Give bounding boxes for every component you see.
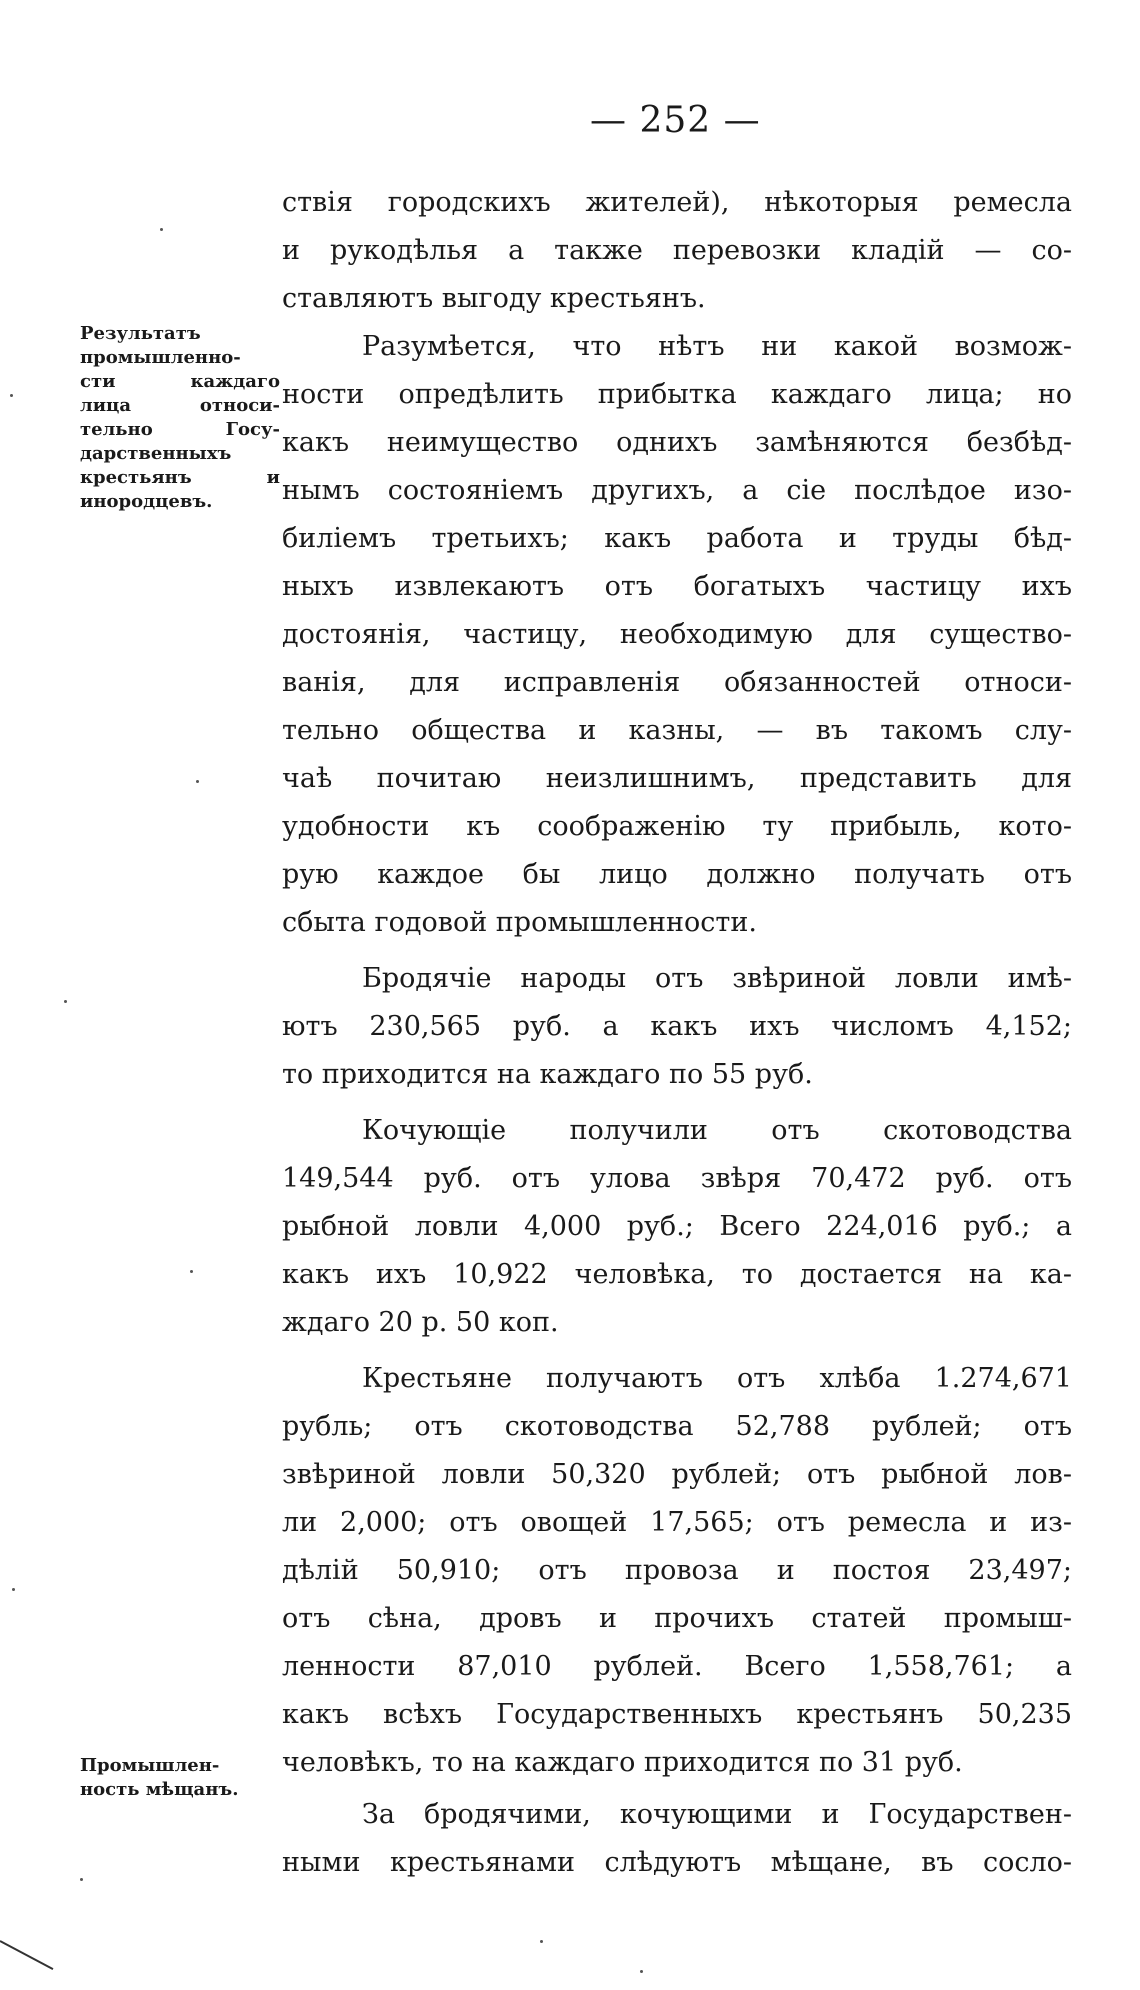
page-number: — 252 — xyxy=(590,100,761,141)
text-line: какъ ихъ 10,922 человѣка, то достается на ка- xyxy=(282,1259,1072,1290)
margin-note-line: промышленно- xyxy=(80,347,241,368)
text-line: биліемъ третьихъ; какъ работа и труды бѣд- xyxy=(282,523,1072,554)
text-line: ванія, для исправленія обязанностей относи- xyxy=(282,667,1072,698)
text-line: ставляютъ выгоду крестьянъ. xyxy=(282,283,706,314)
margin-note-line: тельно Госу- xyxy=(80,419,280,440)
margin-note-line: дарственныхъ xyxy=(80,443,232,464)
text-line: сбыта годовой промышленности. xyxy=(282,907,757,938)
scan-speck xyxy=(540,1940,543,1943)
margin-note-results xyxy=(80,322,280,514)
text-line: достоянія, частицу, необходимую для существо- xyxy=(282,619,1072,650)
text-line: звѣриной ловли 50,320 рублей; отъ рыбной лов- xyxy=(282,1459,1072,1490)
text-line: рую каждое бы лицо должно получать отъ xyxy=(282,859,1072,890)
text-line: ли 2,000; отъ овощей 17,565; отъ ремесла и из- xyxy=(282,1507,1072,1538)
scan-speck xyxy=(80,1878,83,1881)
margin-note-line: крестьянъ и xyxy=(80,467,280,488)
text-line: чаѣ почитаю неизлишнимъ, представить для xyxy=(282,763,1072,794)
text-line: Кочующіе получили отъ скотоводства xyxy=(362,1115,1072,1146)
scan-speck xyxy=(640,1970,643,1973)
text-line: удобности къ соображенію ту прибыль, кото- xyxy=(282,811,1072,842)
scan-speck xyxy=(190,1270,193,1273)
margin-note-line: Промышлен- xyxy=(80,1755,220,1776)
text-line: тельно общества и казны, — въ такомъ слу- xyxy=(282,715,1072,746)
text-line: дѣлій 50,910; отъ провоза и постоя 23,497; xyxy=(282,1555,1072,1586)
text-line: За бродячими, кочующими и Государствен- xyxy=(362,1799,1072,1830)
margin-note-line: Результатъ xyxy=(80,323,201,344)
text-line: ными крестьянами слѣдуютъ мѣщане, въ сосло- xyxy=(282,1847,1072,1878)
text-line: то приходится на каждаго по 55 руб. xyxy=(282,1059,813,1090)
text-line: 149,544 руб. отъ улова звѣря 70,472 руб. отъ xyxy=(282,1163,1072,1194)
text-line: какъ всѣхъ Государственныхъ крестьянъ 50,235 xyxy=(282,1699,1072,1730)
text-line: Крестьяне получаютъ отъ хлѣба 1.274,671 xyxy=(362,1363,1072,1394)
margin-note-townsmen xyxy=(80,1754,280,1802)
scan-scratch xyxy=(0,1940,53,1970)
scan-speck xyxy=(12,1588,15,1591)
text-line: и рукодѣлья а также перевозки кладій — со- xyxy=(282,235,1072,266)
margin-note-line: ность мѣщанъ. xyxy=(80,1779,239,1800)
margin-note-line: сти каждаго xyxy=(80,371,280,392)
text-line: ныхъ извлекаютъ отъ богатыхъ частицу ихъ xyxy=(282,571,1072,602)
text-line: ствія городскихъ жителей), нѣкоторыя ремесла xyxy=(282,187,1072,218)
text-line: человѣкъ, то на каждаго приходится по 31 руб. xyxy=(282,1747,963,1778)
text-line: Разумѣется, что нѣтъ ни какой возмож- xyxy=(362,331,1072,362)
scan-speck xyxy=(64,1000,67,1003)
text-line: Бродячіе народы отъ звѣриной ловли имѣ- xyxy=(362,963,1072,994)
scan-speck xyxy=(196,780,199,783)
text-line: рыбной ловли 4,000 руб.; Всего 224,016 руб.; а xyxy=(282,1211,1072,1242)
text-line: ждаго 20 р. 50 коп. xyxy=(282,1307,559,1338)
scan-speck xyxy=(10,394,13,397)
text-line: ютъ 230,565 руб. а какъ ихъ числомъ 4,152; xyxy=(282,1011,1072,1042)
margin-note-line: инородцевъ. xyxy=(80,491,213,512)
text-line: какъ неимущество однихъ замѣняются безбѣд- xyxy=(282,427,1072,458)
text-line: ленности 87,010 рублей. Всего 1,558,761; а xyxy=(282,1651,1072,1682)
margin-note-line: лица относи- xyxy=(80,395,280,416)
scan-speck xyxy=(160,228,163,231)
text-line: отъ сѣна, дровъ и прочихъ статей промыш- xyxy=(282,1603,1072,1634)
text-line: ности опредѣлить прибытка каждаго лица; но xyxy=(282,379,1072,410)
text-line: нымъ состояніемъ другихъ, а сіе послѣдое изо- xyxy=(282,475,1072,506)
text-line: рубль; отъ скотоводства 52,788 рублей; отъ xyxy=(282,1411,1072,1442)
